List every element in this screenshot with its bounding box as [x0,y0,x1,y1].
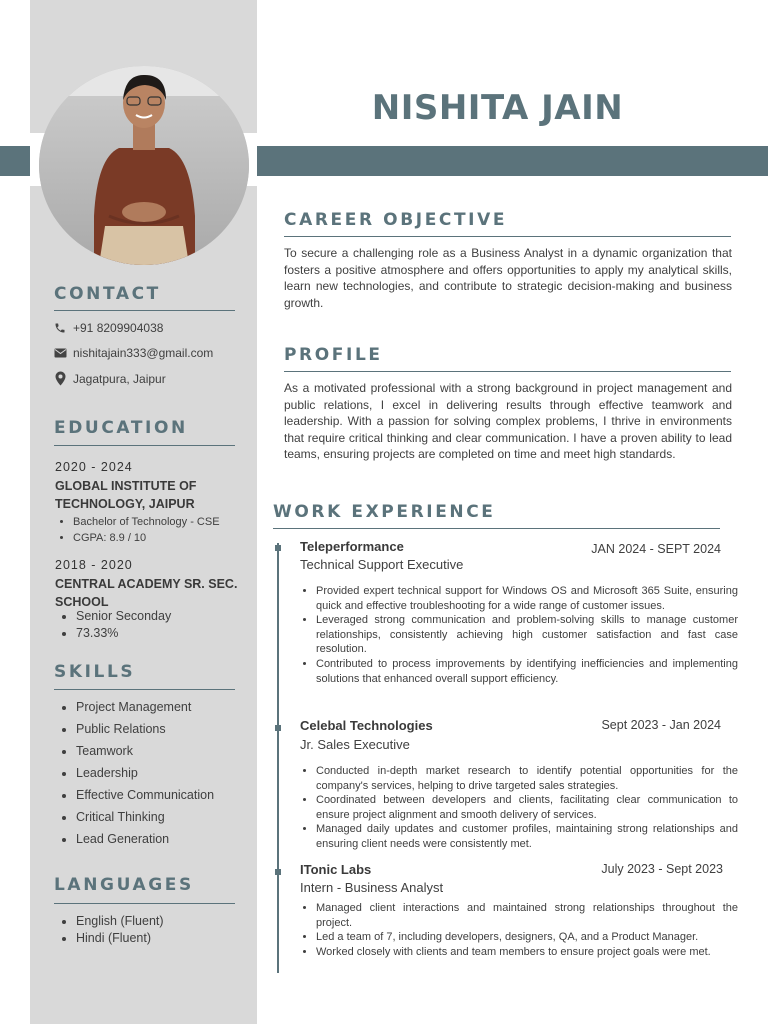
profile-rule [284,371,731,372]
profile-photo [39,66,249,265]
skill-item: • Public Relations [76,718,214,740]
job-duty: • Conducted in-depth market research to identify potential opportunities for the company's services, helping to drive targeted sales strategies. [316,764,738,793]
skill-item: • Teamwork [76,740,214,762]
profile-text: As a motivated professional with a strong background in project management and public relations, I excel in delivering results through effective teamwork and leadership. With a passion for solving complex problems, I thrive in environments that require critical thinking and clear communication. I have a proven ability to lead teams, ensuring projects are completed on time and meet high standards. [284,381,732,461]
job-duty: • Provided expert technical support for Windows OS and Microsoft 365 Suite, ensuring quick and effective troubleshooting for a wide range of customer issues. [316,584,738,613]
work-experience-rule [273,528,720,529]
job-dates: July 2023 - Sept 2023 [601,862,723,876]
contact-location [53,371,166,386]
education-details [55,608,171,642]
phone-icon [53,322,67,334]
skill-item: • Project Management [76,696,214,718]
phone-text: +91 8209904038 [73,321,164,335]
skill-item: • Critical Thinking [76,806,214,828]
email-icon [53,348,67,358]
education-school: CENTRAL ACADEMY SR. SEC. SCHOOL [55,577,238,609]
career-objective-heading: CAREER OBJECTIVE [284,210,508,230]
job-company: Celebal Technologies [300,718,433,733]
skill-item: • Leadership [76,762,214,784]
contact-heading: CONTACT [54,284,161,304]
email-text: nishitajain333@gmail.com [73,346,214,360]
contact-rule [54,310,235,311]
education-years: 2020 - 2024 [55,460,133,474]
skills-list [55,696,214,850]
job-duty: • Managed client interactions and maintained strong relationships throughout the project. [316,901,738,930]
job-company: Teleperformance [300,539,404,554]
job-dates: JAN 2024 - SEPT 2024 [591,542,721,556]
skill-item: • Effective Communication [76,784,214,806]
location-text: Jagatpura, Jaipur [73,371,166,386]
education-detail: • Bachelor of Technology - CSE [73,514,220,530]
languages-list [55,913,164,947]
job-role: Jr. Sales Executive [300,737,410,752]
timeline-marker [275,869,281,875]
job-duty: • Worked closely with clients and team members to ensure project goals were met. [316,945,738,960]
education-rule [54,445,235,446]
job-duties [300,901,738,959]
education-details [55,514,220,546]
education-years: 2018 - 2020 [55,558,133,572]
timeline-marker [275,725,281,731]
job-duties [300,584,738,686]
job-duty: • Coordinated between developers and clients, facilitating clear communication to ensure project alignment and smooth delivery of services. [316,793,738,822]
education-detail: • Senior Seconday [76,608,171,625]
candidate-name: NISHITA JAIN [371,88,624,128]
contact-phone [53,321,163,335]
education-heading: EDUCATION [54,418,188,438]
job-role: Intern - Business Analyst [300,880,444,895]
languages-rule [54,903,235,904]
job-company: ITonic Labs [300,862,372,877]
job-duty: • Leveraged strong communication and problem-solving skills to manage customer relationships, consistently achieving high customer satisfaction and fast case resolution. [316,613,738,657]
job-role: Technical Support Executive [300,557,464,572]
timeline-line [277,543,279,973]
skills-heading: SKILLS [54,662,136,682]
career-objective-text: To secure a challenging role as a Business Analyst in a dynamic organization that fosters a positive atmosphere and offers opportunities to apply my analytical skills, learn new technologies, and contribute to strategic decision-making and business growth. [284,246,732,310]
job-dates: Sept 2023 - Jan 2024 [601,718,721,732]
job-duties [300,764,738,852]
job-duty: • Contributed to process improvements by identifying inefficiencies and implementing solutions that enhanced overall support efficiency. [316,657,738,686]
education-school: GLOBAL INSTITUTE OF TECHNOLOGY, JAIPUR [55,479,197,511]
language-item: • English (Fluent) [76,913,164,930]
contact-email [53,346,213,360]
education-detail: • CGPA: 8.9 / 10 [73,530,220,546]
profile-heading: PROFILE [284,345,383,365]
skill-item: • Lead Generation [76,828,214,850]
job-duty: • Managed daily updates and customer profiles, maintaining strong relationships and ensuring client needs were consistently met. [316,822,738,851]
language-item: • Hindi (Fluent) [76,930,164,947]
education-detail: • 73.33% [76,625,171,642]
timeline-marker [275,545,281,551]
languages-heading: LANGUAGES [54,875,194,895]
work-experience-heading: WORK EXPERIENCE [273,502,496,522]
career-objective-rule [284,236,731,237]
skills-rule [54,689,235,690]
location-pin-icon [53,371,67,386]
job-duty: • Led a team of 7, including developers, designers, QA, and a Product Manager. [316,930,738,945]
